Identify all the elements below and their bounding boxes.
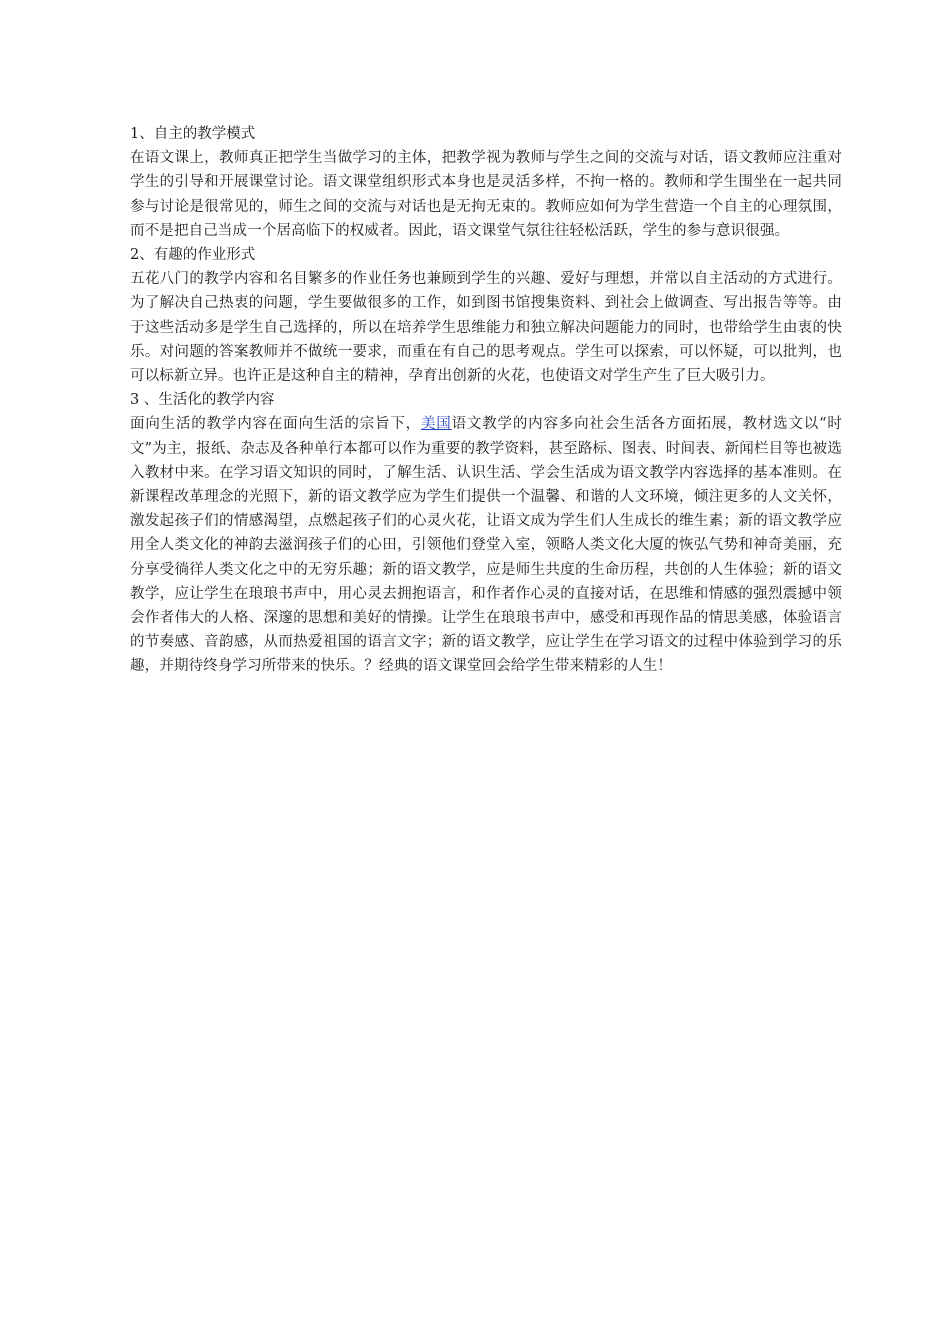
section-1-body: 在语文课上，教师真正把学生当做学习的主体，把教学视为教师与学生之间的交流与对话，语文教师应注重对学生的引导和开展课堂讨论。语文课堂组织形式本身也是灵活多样，不拘一格的。教师和学生围坐在一起共同参与讨论是很常见的，师生之间的交流与对话也是无拘无束的。教师应如何为学生营造一个自主的心理氛围，而不是把自己当成一个居高临下的权威者。因此，语文课堂气氛往往轻松活跃，学生的参与意识很强。 bbox=[130, 150, 842, 239]
section-3-body bbox=[130, 412, 842, 678]
america-link[interactable]: 美国 bbox=[420, 416, 452, 433]
section-3-heading: 3 、生活化的教学内容 bbox=[130, 392, 275, 409]
section-3-body-intro: 面向生活的教学内容在面向生活的宗旨下， bbox=[130, 416, 421, 433]
section-3-body-rest: 语文教学的内容多向社会生活各方面拓展，教材选文以“时文”为主，报纸、杂志及各种单行本都可以作为重要的教学资料，甚至路标、图表、时间表、新闻栏目等也被选入教材中来。在学习语文知识的同时，了解生活、认识生活、学会生活成为语文教学内容选择的基本准则。在新课程改革理念的光照下，新的语文教学应为学生们提供一个温馨、和谐的人文环境，倾注更多的人文关怀，激发起孩子们的情感渴望，点燃起孩子们的心灵火花，让语文成为学生们人生成长的维生素；新的语文教学应用全人类文化的神韵去滋润孩子们的心田，引领他们登堂入室，领略人类文化大厦的恢弘气势和神奇美丽，充分享受徜徉人类文化之中的无穷乐趣；新的语文教学，应是师生共度的生命历程，共创的人生体验；新的语文教学，应让学生在琅琅书声中，用心灵去拥抱语言，和作者作心灵的直接对话，在思维和情感的强烈震撼中领会作者伟大的人格、深邃的思想和美好的情操。让学生在琅琅书声中，感受和再现作品的情思美感，体验语言的节奏感、音韵感，从而热爱祖国的语言文字；新的语文教学，应让学生在学习语文的过程中体验到学习的乐趣，并期待终身学习所带来的快乐。？经典的语文课堂回会给学生带来精彩的人生！ bbox=[130, 416, 842, 675]
section-1-heading: 1、自主的教学模式 bbox=[130, 126, 256, 142]
section-2-heading: 2、有趣的作业形式 bbox=[130, 247, 256, 264]
document-page bbox=[130, 122, 842, 679]
section-2-body: 五花八门的教学内容和名目繁多的作业任务也兼顾到学生的兴趣、爱好与理想，并常以自主活动的方式进行。为了解决自己热衷的问题，学生要做很多的工作，如到图书馆搜集资料、到社会上做调查、写出报告等等。由于这些活动多是学生自己选择的，所以在培养学生思维能力和独立解决问题能力的同时，也带给学生由衷的快乐。对问题的答案教师并不做统一要求，而重在有自己的思考观点。学生可以探索，可以怀疑，可以批判，也可以标新立异。也许正是这种自主的精神，孕育出创新的火花，也使语文对学生产生了巨大吸引力。 bbox=[130, 271, 842, 385]
